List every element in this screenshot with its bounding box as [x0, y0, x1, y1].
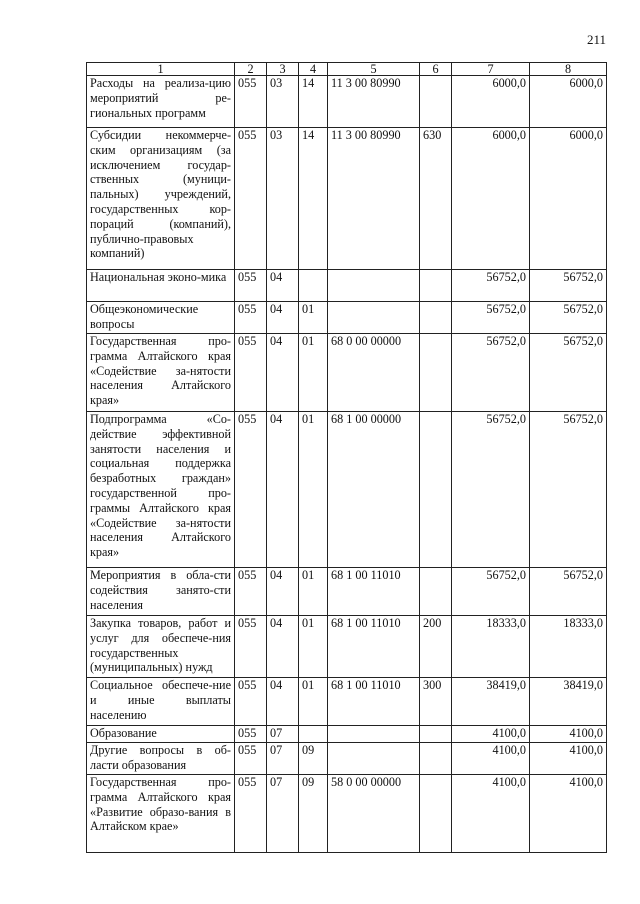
cell-ministry: 055 [235, 270, 267, 302]
cell-sum-2: 56752,0 [530, 412, 607, 568]
cell-section: 07 [267, 775, 299, 853]
cell-expense-type [420, 743, 452, 775]
cell-subsection: 01 [299, 568, 328, 616]
cell-section: 04 [267, 616, 299, 678]
cell-subsection: 01 [299, 302, 328, 334]
table-row [87, 128, 607, 270]
cell-subsection [299, 726, 328, 743]
cell-sum-1: 4100,0 [452, 726, 530, 743]
cell-target-code: 68 1 00 11010 [328, 678, 420, 726]
row-name: Подпрограмма «Со-действие эффективной занятости населения и социальная поддержка безработных граждан» государственной про-граммы Алтайского края «Содействие за-нятости населения Алтайского края» [87, 412, 235, 568]
cell-ministry: 055 [235, 568, 267, 616]
cell-expense-type: 200 [420, 616, 452, 678]
page-number: 211 [586, 32, 606, 47]
cell-ministry: 055 [235, 743, 267, 775]
cell-section: 04 [267, 412, 299, 568]
cell-ministry: 055 [235, 678, 267, 726]
header-cell-6: 6 [420, 63, 452, 76]
row-name: Мероприятия в обла-сти содействия занято-сти населения [87, 568, 235, 616]
cell-target-code: 11 3 00 80990 [328, 76, 420, 128]
row-name: Закупка товаров, работ и услуг для обеспече-ния государственных (муниципальных) нужд [87, 616, 235, 678]
cell-subsection: 14 [299, 128, 328, 270]
cell-sum-1: 4100,0 [452, 743, 530, 775]
cell-sum-1: 38419,0 [452, 678, 530, 726]
cell-expense-type: 630 [420, 128, 452, 270]
cell-sum-2: 56752,0 [530, 270, 607, 302]
cell-target-code: 58 0 00 00000 [328, 775, 420, 853]
cell-sum-2: 56752,0 [530, 334, 607, 412]
cell-ministry: 055 [235, 128, 267, 270]
cell-section: 03 [267, 128, 299, 270]
cell-subsection: 01 [299, 616, 328, 678]
cell-expense-type [420, 270, 452, 302]
row-name: Общеэкономические вопросы [87, 302, 235, 334]
cell-section: 07 [267, 726, 299, 743]
cell-sum-1: 56752,0 [452, 302, 530, 334]
cell-sum-2: 56752,0 [530, 568, 607, 616]
cell-section: 04 [267, 270, 299, 302]
row-name: Образование [87, 726, 235, 743]
cell-expense-type: 300 [420, 678, 452, 726]
table-row [87, 76, 607, 128]
row-name: Субсидии некоммерче-ским организациям (за исключением государ-ственных (муници-пальных) учреждений, государственных кор-пораций (компаний), публично-правовых компаний) [87, 128, 235, 270]
cell-sum-1: 56752,0 [452, 270, 530, 302]
header-cell-3: 3 [267, 63, 299, 76]
table-row [87, 302, 607, 334]
cell-ministry: 055 [235, 775, 267, 853]
row-name: Расходы на реализа-цию мероприятий ре-гиональных программ [87, 76, 235, 128]
cell-expense-type [420, 775, 452, 853]
row-name: Национальная эконо-мика [87, 270, 235, 302]
table-row [87, 616, 607, 678]
header-cell-4: 4 [299, 63, 328, 76]
cell-target-code [328, 302, 420, 334]
table-row [87, 412, 607, 568]
cell-sum-1: 6000,0 [452, 128, 530, 270]
table-row [87, 568, 607, 616]
cell-sum-2: 6000,0 [530, 76, 607, 128]
cell-ministry: 055 [235, 302, 267, 334]
cell-target-code [328, 270, 420, 302]
cell-subsection: 01 [299, 412, 328, 568]
cell-expense-type [420, 412, 452, 568]
cell-target-code [328, 726, 420, 743]
cell-sum-2: 6000,0 [530, 128, 607, 270]
cell-section: 04 [267, 334, 299, 412]
cell-expense-type [420, 568, 452, 616]
budget-table [86, 62, 607, 853]
table-row [87, 726, 607, 743]
cell-sum-2: 56752,0 [530, 302, 607, 334]
header-row [87, 63, 607, 76]
cell-target-code: 68 1 00 11010 [328, 616, 420, 678]
cell-ministry: 055 [235, 76, 267, 128]
cell-sum-1: 6000,0 [452, 76, 530, 128]
cell-subsection: 14 [299, 76, 328, 128]
cell-subsection: 09 [299, 743, 328, 775]
cell-sum-2: 38419,0 [530, 678, 607, 726]
cell-expense-type [420, 726, 452, 743]
header-cell-5: 5 [328, 63, 420, 76]
row-name: Социальное обеспече-ние и иные выплаты населению [87, 678, 235, 726]
table-row [87, 743, 607, 775]
cell-section: 04 [267, 302, 299, 334]
header-cell-7: 7 [452, 63, 530, 76]
cell-subsection: 01 [299, 678, 328, 726]
cell-subsection [299, 270, 328, 302]
cell-sum-1: 56752,0 [452, 412, 530, 568]
cell-section: 07 [267, 743, 299, 775]
header-cell-8: 8 [530, 63, 607, 76]
cell-ministry: 055 [235, 726, 267, 743]
cell-sum-2: 4100,0 [530, 743, 607, 775]
cell-section: 04 [267, 678, 299, 726]
table-row [87, 678, 607, 726]
cell-subsection: 09 [299, 775, 328, 853]
cell-sum-2: 4100,0 [530, 726, 607, 743]
cell-section: 04 [267, 568, 299, 616]
row-name: Государственная про-грамма Алтайского края «Содействие за-нятости населения Алтайского края» [87, 334, 235, 412]
cell-sum-2: 4100,0 [530, 775, 607, 853]
cell-sum-1: 56752,0 [452, 568, 530, 616]
cell-sum-1: 18333,0 [452, 616, 530, 678]
cell-target-code [328, 743, 420, 775]
cell-subsection: 01 [299, 334, 328, 412]
cell-sum-1: 4100,0 [452, 775, 530, 853]
cell-sum-1: 56752,0 [452, 334, 530, 412]
header-cell-2: 2 [235, 63, 267, 76]
cell-target-code: 68 1 00 00000 [328, 412, 420, 568]
cell-ministry: 055 [235, 334, 267, 412]
cell-target-code: 68 0 00 00000 [328, 334, 420, 412]
cell-expense-type [420, 76, 452, 128]
table-row [87, 334, 607, 412]
cell-section: 03 [267, 76, 299, 128]
cell-expense-type [420, 302, 452, 334]
cell-ministry: 055 [235, 412, 267, 568]
cell-sum-2: 18333,0 [530, 616, 607, 678]
header-cell-1: 1 [87, 63, 235, 76]
row-name: Другие вопросы в об-ласти образования [87, 743, 235, 775]
cell-expense-type [420, 334, 452, 412]
row-name: Государственная про-грамма Алтайского края «Развитие образо-вания в Алтайском крае» [87, 775, 235, 853]
table-row [87, 270, 607, 302]
cell-ministry: 055 [235, 616, 267, 678]
cell-target-code: 11 3 00 80990 [328, 128, 420, 270]
cell-target-code: 68 1 00 11010 [328, 568, 420, 616]
table-row [87, 775, 607, 853]
